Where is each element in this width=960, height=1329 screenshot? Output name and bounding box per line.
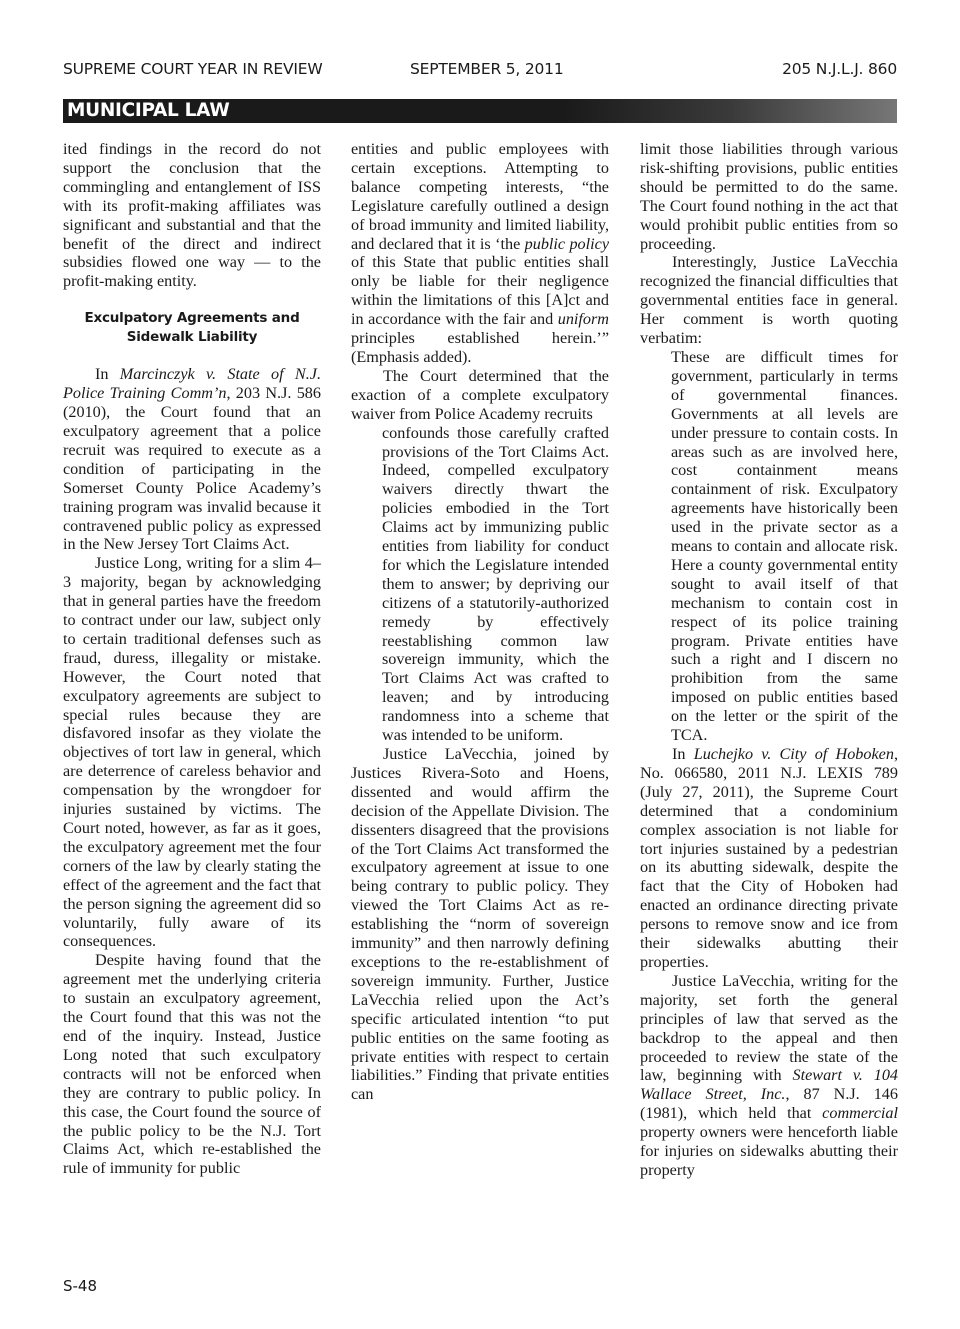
section-banner [63, 99, 897, 123]
paragraph: limit those liabilities through various risk-shifting provisions, public entities should be permitted to do the same. The Court found nothing in the act that would prohibit public entities from so proceeding. [640, 140, 898, 253]
column-2 [351, 140, 609, 1104]
paragraph [63, 365, 321, 554]
paragraph: Justice LaVecchia, joined by Justices Rivera-Soto and Hoens, dissented and would affirm the decision of the Appellate Division. The dissenters disagreed that the provisions of the Tort Claims Act transformed the exculpatory agreement at issue to one being contrary to public policy. They viewed the Tort Claims Act as re-establishing the “norm of sovereign immunity” and then narrowly defining exceptions to the re-establishment of sovereign immunity. Further, Justice LaVecchia relied upon the Act’s specific articulated intention “to put public entities on the same footing as private entities with respect to certain liabilities.” Finding that private entities can [351, 745, 609, 1104]
emphasis: uniform [557, 310, 609, 329]
text-run: of this State that public entities shall only be liable for their negligence within the limitations of this [A]ct and in accordance with the fair and [351, 253, 609, 329]
column-1 [63, 140, 321, 1178]
block-quote: confounds those carefully crafted provisions of the Tort Claims Act. Indeed, compelled exculpatory waivers directly thwart the policies embodied in the Tort Claims act by immunizing public entities from liability for conduct for which the Legislature intended them to answer; by depriving our citizens of a statutorily-authorized remedy by effectively reestablishing common law sovereign immunity, which the Tort Claims Act was crafted to leaven; and by introducing randomness into a scheme that was intended to be uniform. [382, 423, 609, 745]
text-run: , 87 N.J. 146 (1981), which held that [640, 1085, 898, 1123]
text-run: principles established herein.’” (Emphasis added). [351, 329, 609, 366]
running-header [63, 60, 897, 82]
text-run: entities and public employees with certain exceptions. Attempting to balance competing interests, “the Legislature carefully outlined a design of broad immunity and limited liability, and declared that it is ‘the [351, 140, 609, 253]
case-name: Luchejko v. City of Hoboken [693, 745, 894, 763]
subheading: Exculpatory Agreements and Sidewalk Liability [84, 310, 300, 345]
paragraph: Despite having found that the agreement met the underlying criteria to sustain an exculpatory agreement, the Court found that this was not the end of the inquiry. Instead, Justice Long noted that such exculpatory contracts will not be enforced when they are contrary to public policy. In this case, the Court found the source of the public policy to be the N.J. Tort Claims Act, which re-established the rule of immunity for public [63, 951, 321, 1178]
paragraph: Interestingly, Justice LaVecchia recognized the financial difficulties that governmental entities face in general. Her comment is worth quoting verbatim: [640, 253, 898, 348]
paragraph [640, 745, 898, 972]
case-name: Marcinczyk v. State of N.J. Police Training Comm’n [63, 365, 321, 403]
text-run: , 203 N.J. 586 (2010), the Court found that an exculpatory agreement that a police recruit was required to execute as a condition of participating in the Somerset County Police Academy’s training program was invalid because it contravened public policy as expressed in the New Jersey Tort Claims Act. [63, 384, 321, 554]
emphasis: commercial [822, 1104, 898, 1123]
paragraph [351, 140, 609, 367]
text-run: Justice LaVecchia, writing for the majority, set forth the general principles of law that served as the backdrop to the appeal and then proceeded to review the state of the law, beginning with [640, 971, 898, 1085]
emphasis: public policy [524, 234, 610, 253]
paragraph [640, 972, 898, 1180]
text-run: In [672, 745, 694, 763]
case-name: Stewart v. 104 Wallace Street, Inc. [640, 1066, 899, 1104]
publication-section: SUPREME COURT YEAR IN REVIEW [63, 60, 323, 78]
paragraph: ited findings in the record do not support the conclusion that the commingling and entanglement of ISS with its profit-making affiliates was significant and substantial and that the benefit of the direct and indirect subsidies flowed one way — to the profit-making entity. [63, 140, 321, 291]
text-run: , No. 066580, 2011 N.J. LEXIS 789 (July 27, 2011), the Supreme Court determined that a condominium complex association is not liable for tort injuries sustained by a pedestrian on its abutting sidewalk, despite the fact that the City of Hoboken had enacted an ordinance directing private persons to remove snow and ice from their sidewalks abutting their properties. [640, 745, 898, 971]
publication-date: SEPTEMBER 5, 2011 [410, 60, 564, 78]
page-number: S-48 [63, 1277, 98, 1295]
text-run: In [95, 365, 120, 384]
citation: 205 N.J.L.J. 860 [782, 60, 897, 78]
block-quote: These are difficult times for government, particularly in terms of governmental finances. Governments at all levels are under pressure to contain costs. In areas such as are involved here, cost containment means containment of risk. Exculpatory agreements have historically been used in the private sector as a means to contain and allocate risk. Here a county governmental entity sought to avail itself of that mechanism to contain cost in respect of its police training program. Private entities have such a right and I discern no prohibition from the same imposed on public entities based on the letter or the spirit of the TCA. [671, 347, 898, 745]
text-run: property owners were henceforth liable for injuries on sidewalks abutting their property [640, 1123, 898, 1179]
paragraph: Justice Long, writing for a slim 4–3 majority, began by acknowledging that in general parties have the freedom to contract under our law, subject only to certain traditional defenses such as fraud, duress, illegality or mistake. However, the Court noted that exculpatory agreements are subject to special rules because they are disfavored insofar as they violate the objectives of tort law in general, which are deterrence of careless behavior and compensation by the wrongdoer for injuries sustained by victims. The Court noted, however, as far as it goes, the exculpatory agreement met the four corners of the law by clearly stating the effect of the agreement and the fact that the person signing the agreement did so voluntarily, fully aware of its consequences. [63, 554, 321, 951]
column-3 [640, 140, 898, 1180]
paragraph: The Court determined that the exaction of a complete exculpatory waiver from Police Academy recruits [351, 366, 609, 423]
section-title: MUNICIPAL LAW [67, 100, 230, 121]
